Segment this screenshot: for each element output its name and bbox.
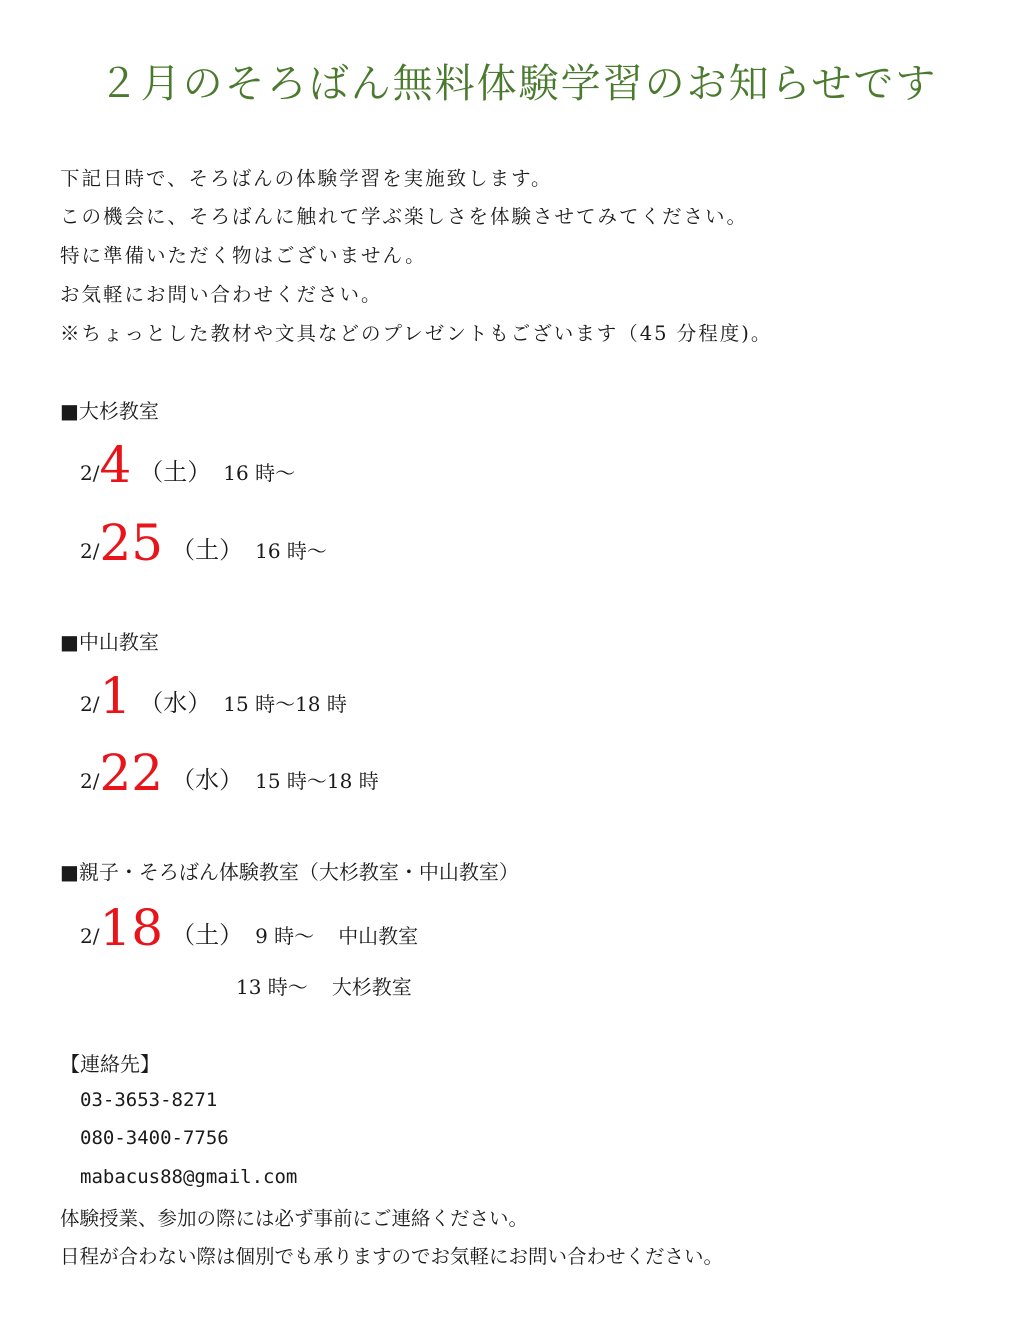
date-prefix: 2/: [80, 539, 100, 563]
date-prefix: 2/: [80, 924, 100, 948]
intro-line-3: 特に準備いただく物はございません。: [60, 244, 427, 267]
date-prefix: 2/: [80, 692, 100, 716]
date-prefix: 2/: [80, 461, 100, 485]
date-time: 16 時〜: [255, 539, 327, 563]
section-heading-osugi: ■大杉教室: [60, 399, 159, 423]
date-day: 25: [99, 514, 164, 572]
section-heading-parent-child: ■親子・そろばん体験教室（大杉教室・中山教室）: [60, 860, 519, 884]
date-day: 18: [99, 899, 164, 957]
date-time: 9 時〜: [255, 924, 315, 948]
date-time: 15 時〜18 時: [223, 692, 347, 716]
footer-line-1: 体験授業、参加の際には必ず事前にご連絡ください。: [60, 1207, 529, 1230]
contact-email[interactable]: mabacus88@gmail.com: [80, 1166, 298, 1188]
date-day: 4: [99, 436, 132, 494]
date-place: 中山教室: [338, 924, 419, 948]
contact-heading: 【連絡先】: [60, 1052, 160, 1076]
extra-place: 大杉教室: [331, 975, 412, 999]
intro-line-1: 下記日時で、そろばんの体験学習を実施致します。: [60, 167, 553, 190]
date-row: [80, 514, 327, 572]
date-weekday: （土）: [139, 458, 212, 486]
date-day: 1: [99, 667, 132, 725]
contact-phone-1: 03-3653-8271: [80, 1089, 218, 1111]
date-row: [80, 744, 379, 802]
date-row: [80, 436, 296, 494]
date-time: 16 時〜: [223, 461, 296, 485]
intro-line-4: お気軽にお問い合わせください。: [60, 283, 383, 306]
extra-time-row: [236, 971, 412, 1000]
section-heading-nakayama: ■中山教室: [60, 630, 159, 654]
intro-line-2: この機会に、そろばんに触れて学ぶ楽しさを体験させてみてください。: [60, 205, 749, 228]
page-title: ２月のそろばん無料体験学習のお知らせです: [98, 61, 938, 107]
date-row: [80, 667, 347, 725]
date-weekday: （土）: [171, 536, 244, 564]
extra-time: 13 時〜: [236, 975, 308, 999]
date-day: 22: [99, 744, 164, 802]
date-time: 15 時〜18 時: [255, 769, 379, 793]
date-weekday: （水）: [171, 766, 244, 794]
intro-line-5: ※ちょっとした教材や文具などのプレゼントもございます（45 分程度)。: [60, 322, 773, 345]
date-prefix: 2/: [80, 769, 100, 793]
date-weekday: （水）: [139, 689, 212, 717]
contact-phone-2: 080-3400-7756: [80, 1127, 229, 1149]
footer-line-2: 日程が合わない際は個別でも承りますのでお気軽にお問い合わせください。: [60, 1245, 724, 1268]
date-weekday: （土）: [171, 921, 244, 949]
date-row: [80, 899, 419, 957]
